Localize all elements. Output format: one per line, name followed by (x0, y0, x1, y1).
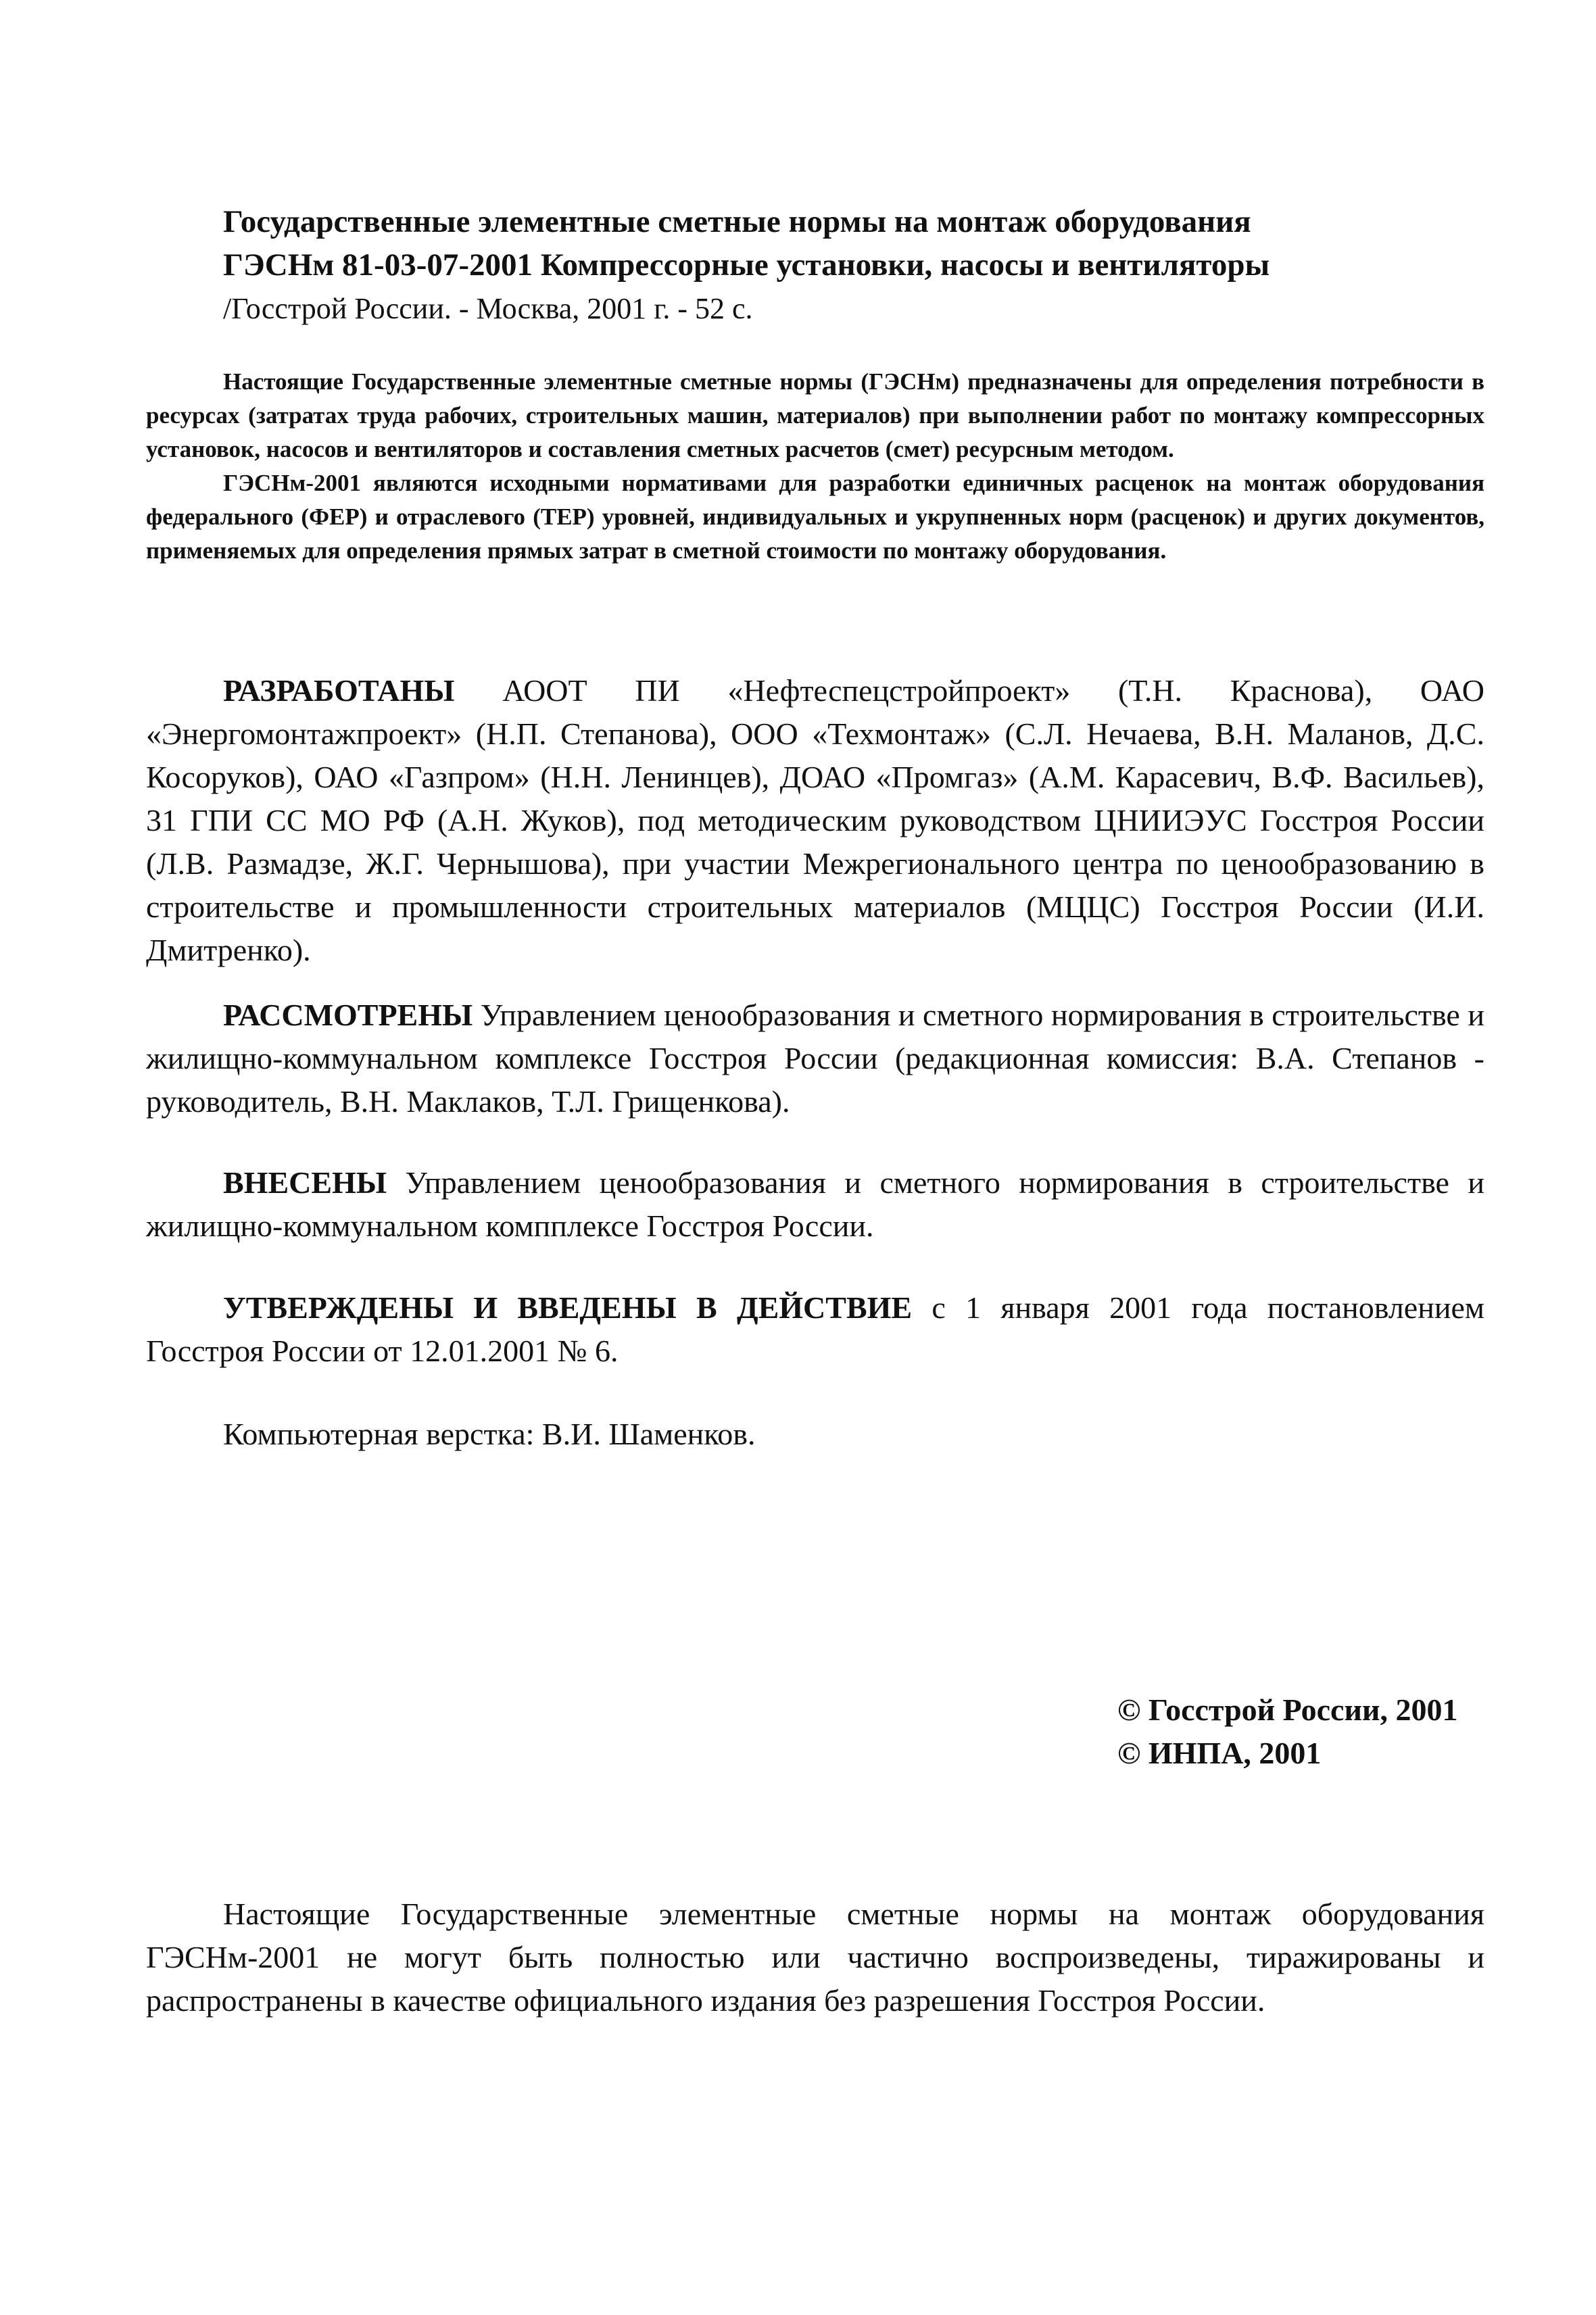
bibliographic-header (223, 200, 1507, 331)
submitted-lead: ВНЕСЕНЫ (223, 1165, 387, 1200)
approved-lead: УТВЕРЖДЕНЫ И ВВЕДЕНЫ В ДЕЙСТВИЕ (223, 1290, 913, 1325)
header-publisher-line: /Госстрой России. - Москва, 2001 г. - 52 с. (223, 292, 753, 325)
approved-section (146, 1286, 1484, 1373)
developed-section (146, 669, 1484, 972)
reviewed-section (146, 994, 1484, 1123)
copyright-line-inpa: © ИНПА, 2001 (1117, 1736, 1322, 1770)
developed-lead: РАЗРАБОТАНЫ (223, 673, 455, 708)
reviewed-paragraph (146, 994, 1484, 1123)
abstract (146, 365, 1484, 568)
reviewed-text: Управлением ценообразования и сметного нормирования в строительстве и жилищно-коммунальном комплексе Госстроя России (редакционная комиссия: В.А. Степанов - руководитель, В.Н. Маклаков, Т.Л. Грищенкова). (146, 998, 1484, 1119)
layout-credit: Компьютерная верстка: В.И. Шаменков. (223, 1417, 756, 1451)
abstract-paragraph-1: Настоящие Государственные элементные сметные нормы (ГЭСНм) предназначены для определения потребности в ресурсах (затратах труда рабочих, строительных машин, материалов) при выполнении работ по монтажу компрессорных установок, насосов и вентиляторов и составления сметных расчетов (смет) ресурсным методом. (146, 368, 1484, 462)
reviewed-lead: РАССМОТРЕНЫ (223, 998, 473, 1032)
submitted-paragraph (146, 1161, 1484, 1248)
approved-paragraph (146, 1286, 1484, 1373)
copyright-block (1117, 1688, 1457, 1775)
developed-text: АООТ ПИ «Нефтеспецстройпроект» (Т.Н. Краснова), ОАО «Энергомонтажпроект» (Н.П. Степанова), ООО «Техмонтаж» (С.Л. Нечаева, В.Н. Маланов, Д.С. Косоруков), ОАО «Газпром» (Н.Н. Ленинцев), ДОАО «Промгаз» (А.М. Карасевич, В.Ф. Васильев), 31 ГПИ СС МО РФ (А.Н. Жуков), под методическим руководством ЦНИИЭУС Госстроя России (Л.В. Размадзе, Ж.Г. Чернышова), при участии Межрегионального центра по ценообразованию в строительстве и промышленности строительных материалов (МЦЦС) Госстроя России (И.И. Дмитренко). (146, 673, 1484, 967)
developed-paragraph (146, 669, 1484, 972)
submitted-text: Управлением ценообразования и сметного нормирования в строительстве и жилищно-коммунальном компплексе Госстроя России. (146, 1165, 1484, 1243)
abstract-paragraph-2: ГЭСНм-2001 являются исходными нормативами для разработки единичных расценок на монтаж оборудования федерального (ФЕР) и отраслевого (ТЕР) уровней, индивидуальных и укрупненных норм (расценок) и других документов, применяемых для определения прямых затрат в сметной стоимости по монтажу оборудования. (146, 470, 1484, 564)
notice-text: Настоящие Государственные элементные сметные нормы на монтаж оборудования ГЭСНм-2001 не могут быть полностью или частично воспроизведены, тиражированы и распространены в качестве официального издания без разрешения Госстроя России. (146, 1897, 1484, 2018)
layout-credit-section (146, 1413, 1484, 1456)
reproduction-notice (146, 1893, 1484, 2022)
submitted-section (146, 1161, 1484, 1248)
header-code-line: ГЭСНм 81-03-07-2001 Компрессорные установки, насосы и вентиляторы (223, 247, 1270, 283)
approved-text: с 1 января 2001 года постановлением Госстроя России от 12.01.2001 № 6. (146, 1290, 1484, 1368)
header-title-line: Государственные элементные сметные нормы на монтаж оборудования (223, 204, 1251, 239)
copyright-line-gosstroy: © Госстрой России, 2001 (1117, 1692, 1458, 1727)
